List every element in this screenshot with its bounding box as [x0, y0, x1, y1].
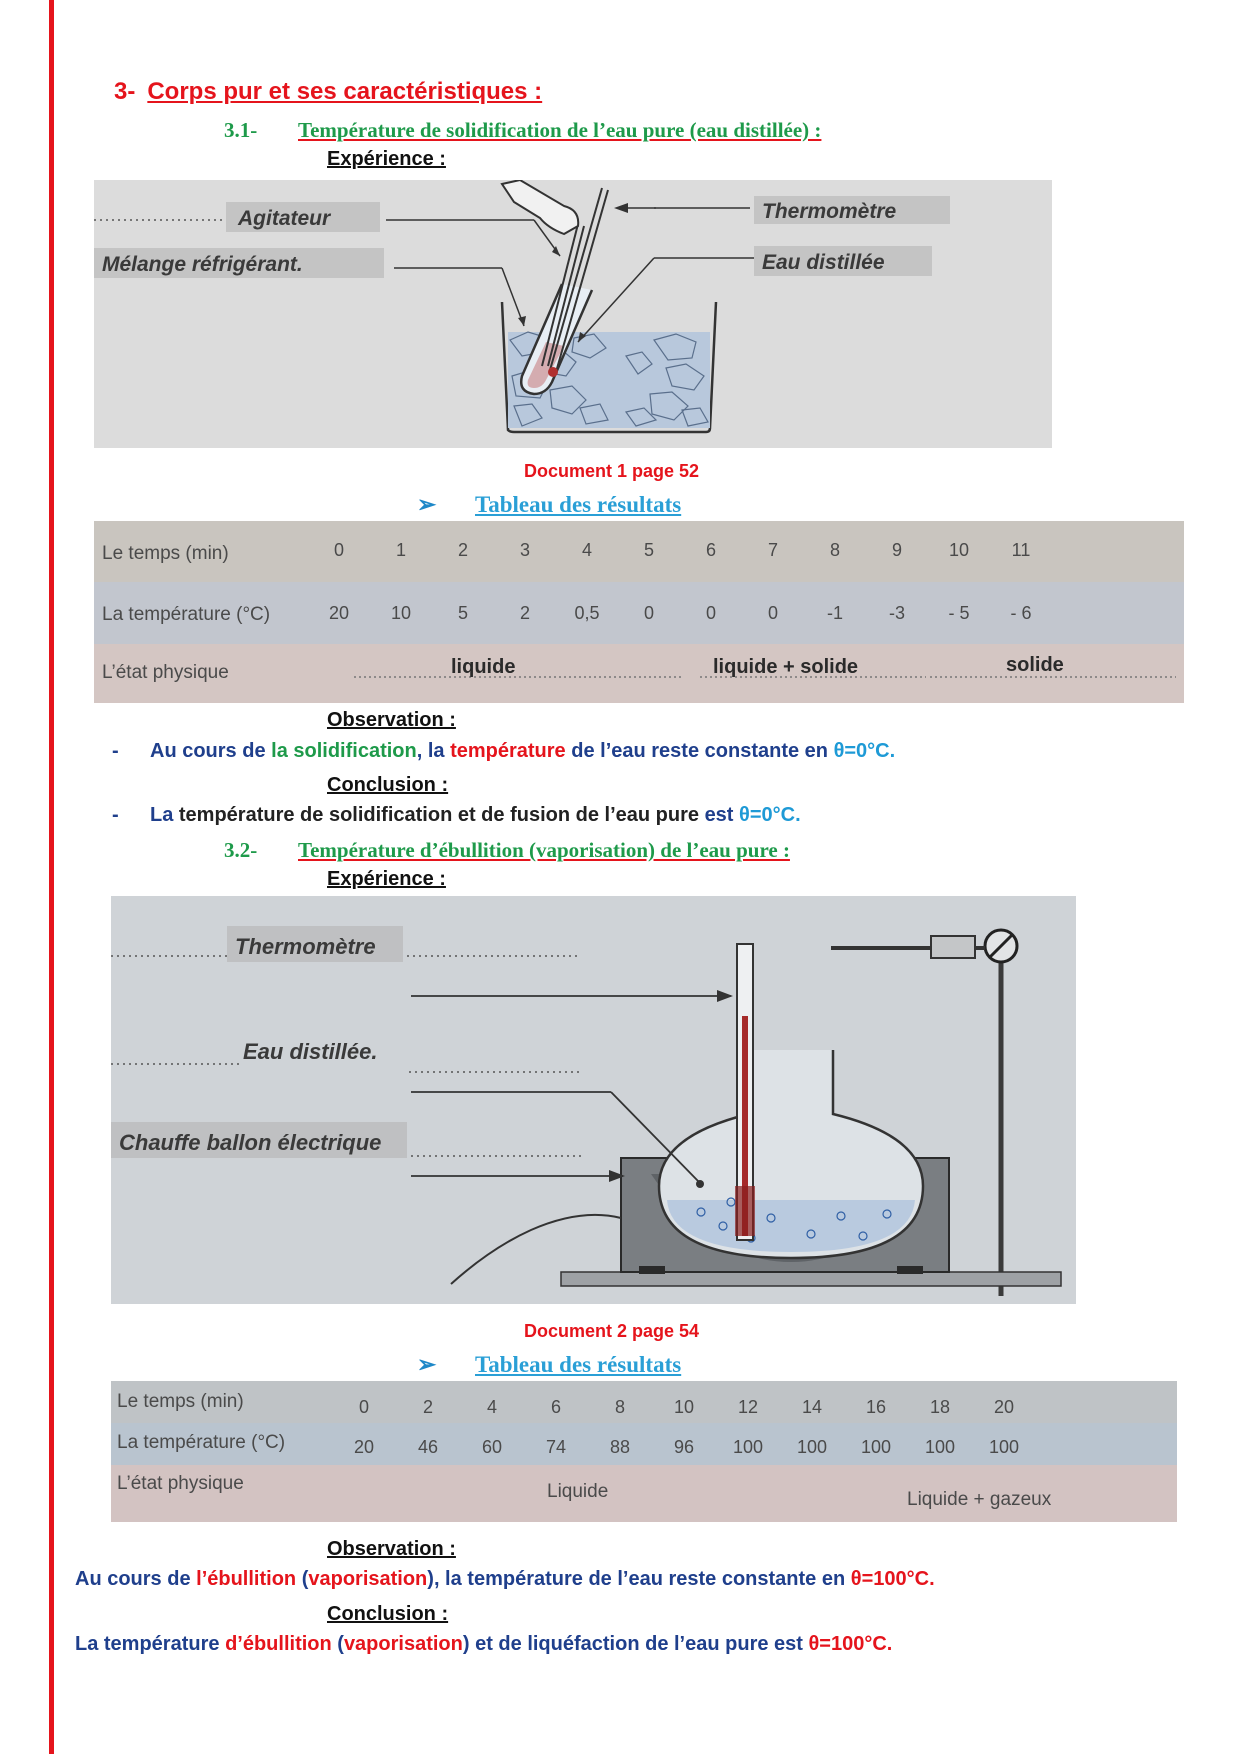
con2-part-1: La température [75, 1633, 226, 1655]
observation-dash-1: - [112, 740, 119, 762]
con1-part-1: La [150, 804, 174, 826]
t1-temp-cell-1: 10 [390, 603, 412, 623]
t2-time-cell-3: 6 [550, 1397, 562, 1417]
t1-time-cell-6: 6 [705, 540, 717, 560]
arrow-bullet-icon-2: ➢ [417, 1352, 437, 1377]
obs1-part-2: la solidification [271, 740, 417, 762]
observation-label-2: Observation : [327, 1538, 456, 1560]
t1-time-cell-0: 0 [333, 540, 345, 560]
t1-temp-cell-9: -3 [888, 603, 906, 623]
t2-temp-cell-5: 96 [673, 1437, 695, 1457]
conclusion-text-1 [112, 804, 801, 827]
label-thermometre-1: Thermomètre [762, 200, 897, 223]
obs2-part-5: ), la température de l’eau reste constante en [427, 1568, 851, 1590]
observation-text-2 [75, 1568, 935, 1591]
t1-time-cell-3: 3 [519, 540, 531, 560]
t2-temp-cell-8: 100 [860, 1437, 892, 1457]
t2-temp-cell-10: 100 [988, 1437, 1020, 1457]
label-agitateur: Agitateur [238, 207, 331, 230]
t2-time-cell-5: 10 [673, 1397, 695, 1417]
t2-temp-cell-0: 20 [353, 1437, 375, 1457]
t1-temp-cell-7: 0 [767, 603, 779, 623]
t1-time-cell-10: 10 [948, 540, 970, 560]
t1-time-cell-7: 7 [767, 540, 779, 560]
t1-temp-cell-4: 0,5 [574, 603, 600, 623]
label-thermometre-2: Thermomètre [235, 934, 376, 959]
observation-text-1 [112, 740, 895, 763]
label-chauffe: Chauffe ballon électrique [119, 1130, 382, 1155]
obs2-part-2: l’ébullition [196, 1568, 297, 1590]
t2-temp-cell-9: 100 [924, 1437, 956, 1457]
conclusion-text-2 [75, 1633, 892, 1656]
t2-temp-cell-1: 46 [417, 1437, 439, 1457]
experience-label-2: Expérience : [327, 868, 446, 890]
t1-row-label-temp: La température (°C) [102, 604, 271, 625]
conclusion-label-2: Conclusion : [327, 1603, 449, 1625]
subsection-title-2: Température d’ébullition (vaporisation) de l’eau pure : [298, 838, 790, 862]
table-heading-text-2: Tableau des résultats [475, 1352, 682, 1377]
t1-temp-cell-6: 0 [705, 603, 717, 623]
t1-time-cell-8: 8 [829, 540, 841, 560]
obs1-part-3: , la [416, 740, 451, 762]
con2-part-8: θ=100°C. [808, 1633, 893, 1655]
obs1-part-4: température [450, 740, 566, 762]
t2-temp-cell-2: 60 [481, 1437, 503, 1457]
experiment-figure-2 [111, 896, 1076, 1304]
t1-time-cell-2: 2 [457, 540, 469, 560]
table-heading-1 [417, 492, 681, 518]
t2-temp-cell-4: 88 [609, 1437, 631, 1457]
label-eau-1: Eau distillée [762, 251, 885, 274]
obs1-part-6: θ=0°C. [833, 740, 896, 762]
t2-state-liquide: Liquide [547, 1481, 609, 1502]
t2-state-liquide-gazeux: Liquide + gazeux [907, 1489, 1052, 1510]
table-heading-2 [417, 1352, 681, 1378]
t1-temp-cell-5: 0 [643, 603, 655, 623]
t1-temp-cell-11: - 6 [1010, 603, 1032, 623]
subsection-heading-1 [224, 118, 821, 143]
t2-row-label-temp: La température (°C) [117, 1432, 286, 1453]
t1-time-cell-11: 11 [1011, 540, 1031, 560]
t2-time-cell-0: 0 [358, 1397, 370, 1417]
con1-part-4: θ=0°C. [739, 804, 801, 826]
table-heading-text-1: Tableau des résultats [475, 492, 682, 517]
t2-time-cell-7: 14 [801, 1397, 823, 1417]
t2-time-cell-6: 12 [737, 1397, 759, 1417]
label-eau-2: Eau distillée. [243, 1039, 378, 1064]
t1-state-liquide-solide: liquide + solide [713, 656, 859, 678]
t2-temp-cell-6: 100 [732, 1437, 764, 1457]
subsection-number-1: 3.1- [224, 118, 258, 142]
t2-time-cell-10: 20 [993, 1397, 1015, 1417]
obs1-part-1: Au cours de [150, 740, 272, 762]
conclusion-label-1: Conclusion : [327, 774, 449, 796]
figure-caption-2: Document 2 page 54 [524, 1321, 700, 1341]
label-melange: Mélange réfrigérant. [102, 253, 303, 276]
t2-time-cell-1: 2 [422, 1397, 434, 1417]
t2-time-cell-9: 18 [929, 1397, 951, 1417]
t2-time-cell-2: 4 [486, 1397, 498, 1417]
t1-time-cell-1: 1 [395, 540, 407, 560]
obs2-part-3: ( [296, 1568, 309, 1590]
t1-temp-cell-3: 2 [519, 603, 531, 623]
subsection-number-2: 3.2- [224, 838, 258, 862]
t1-state-liquide: liquide [451, 656, 516, 678]
t1-temp-cell-0: 20 [328, 603, 350, 623]
con2-part-3: ( [331, 1633, 344, 1655]
t2-temp-cell-7: 100 [796, 1437, 828, 1457]
obs2-part-6: θ=100°C. [850, 1568, 935, 1590]
subsection-title-1: Température de solidification de l’eau pure (eau distillée) : [298, 118, 822, 142]
section-title: Corps pur et ses caractéristiques : [147, 78, 543, 105]
con1-part-2: température de solidification et de fusion de l’eau pure [173, 804, 705, 826]
con2-part-5: ) et de [462, 1633, 528, 1655]
con2-part-7: de l’eau pure est [639, 1633, 809, 1655]
con2-part-2: d’ébullition [225, 1633, 332, 1655]
section-heading [114, 78, 542, 106]
subsection-heading-2 [224, 838, 790, 863]
conclusion-dash-1: - [112, 804, 119, 826]
t2-time-cell-4: 8 [614, 1397, 626, 1417]
t1-state-solide: solide [1006, 654, 1064, 676]
obs2-part-1: Au cours de [75, 1568, 197, 1590]
results-table-1 [94, 521, 1184, 703]
t2-time-cell-8: 16 [865, 1397, 887, 1417]
t1-row-label-time: Le temps (min) [102, 543, 229, 564]
obs1-part-5: de l’eau reste constante en [565, 740, 834, 762]
results-table-2 [111, 1381, 1177, 1522]
t2-row-label-time: Le temps (min) [117, 1391, 244, 1412]
observation-label-1: Observation : [327, 709, 456, 731]
arrow-bullet-icon: ➢ [417, 492, 437, 517]
t2-row-label-state: L’état physique [117, 1473, 244, 1494]
t1-temp-cell-8: -1 [826, 603, 844, 623]
experience-label-1: Expérience : [327, 148, 446, 170]
figure-caption-1: Document 1 page 52 [524, 461, 700, 481]
margin-rule [49, 0, 54, 1754]
t1-temp-cell-10: - 5 [948, 603, 970, 623]
t1-time-cell-9: 9 [891, 540, 903, 560]
con1-part-3: est [704, 804, 740, 826]
t1-temp-cell-2: 5 [457, 603, 469, 623]
t1-time-cell-5: 5 [643, 540, 655, 560]
obs2-part-4: vaporisation [308, 1568, 428, 1590]
experiment-figure-1 [94, 180, 1052, 448]
t1-time-cell-4: 4 [581, 540, 593, 560]
section-number: 3- [114, 78, 136, 105]
t2-temp-cell-3: 74 [545, 1437, 567, 1457]
con2-part-4: vaporisation [343, 1633, 463, 1655]
con2-part-6: liquéfaction [527, 1633, 640, 1655]
t1-row-label-state: L’état physique [102, 662, 229, 683]
